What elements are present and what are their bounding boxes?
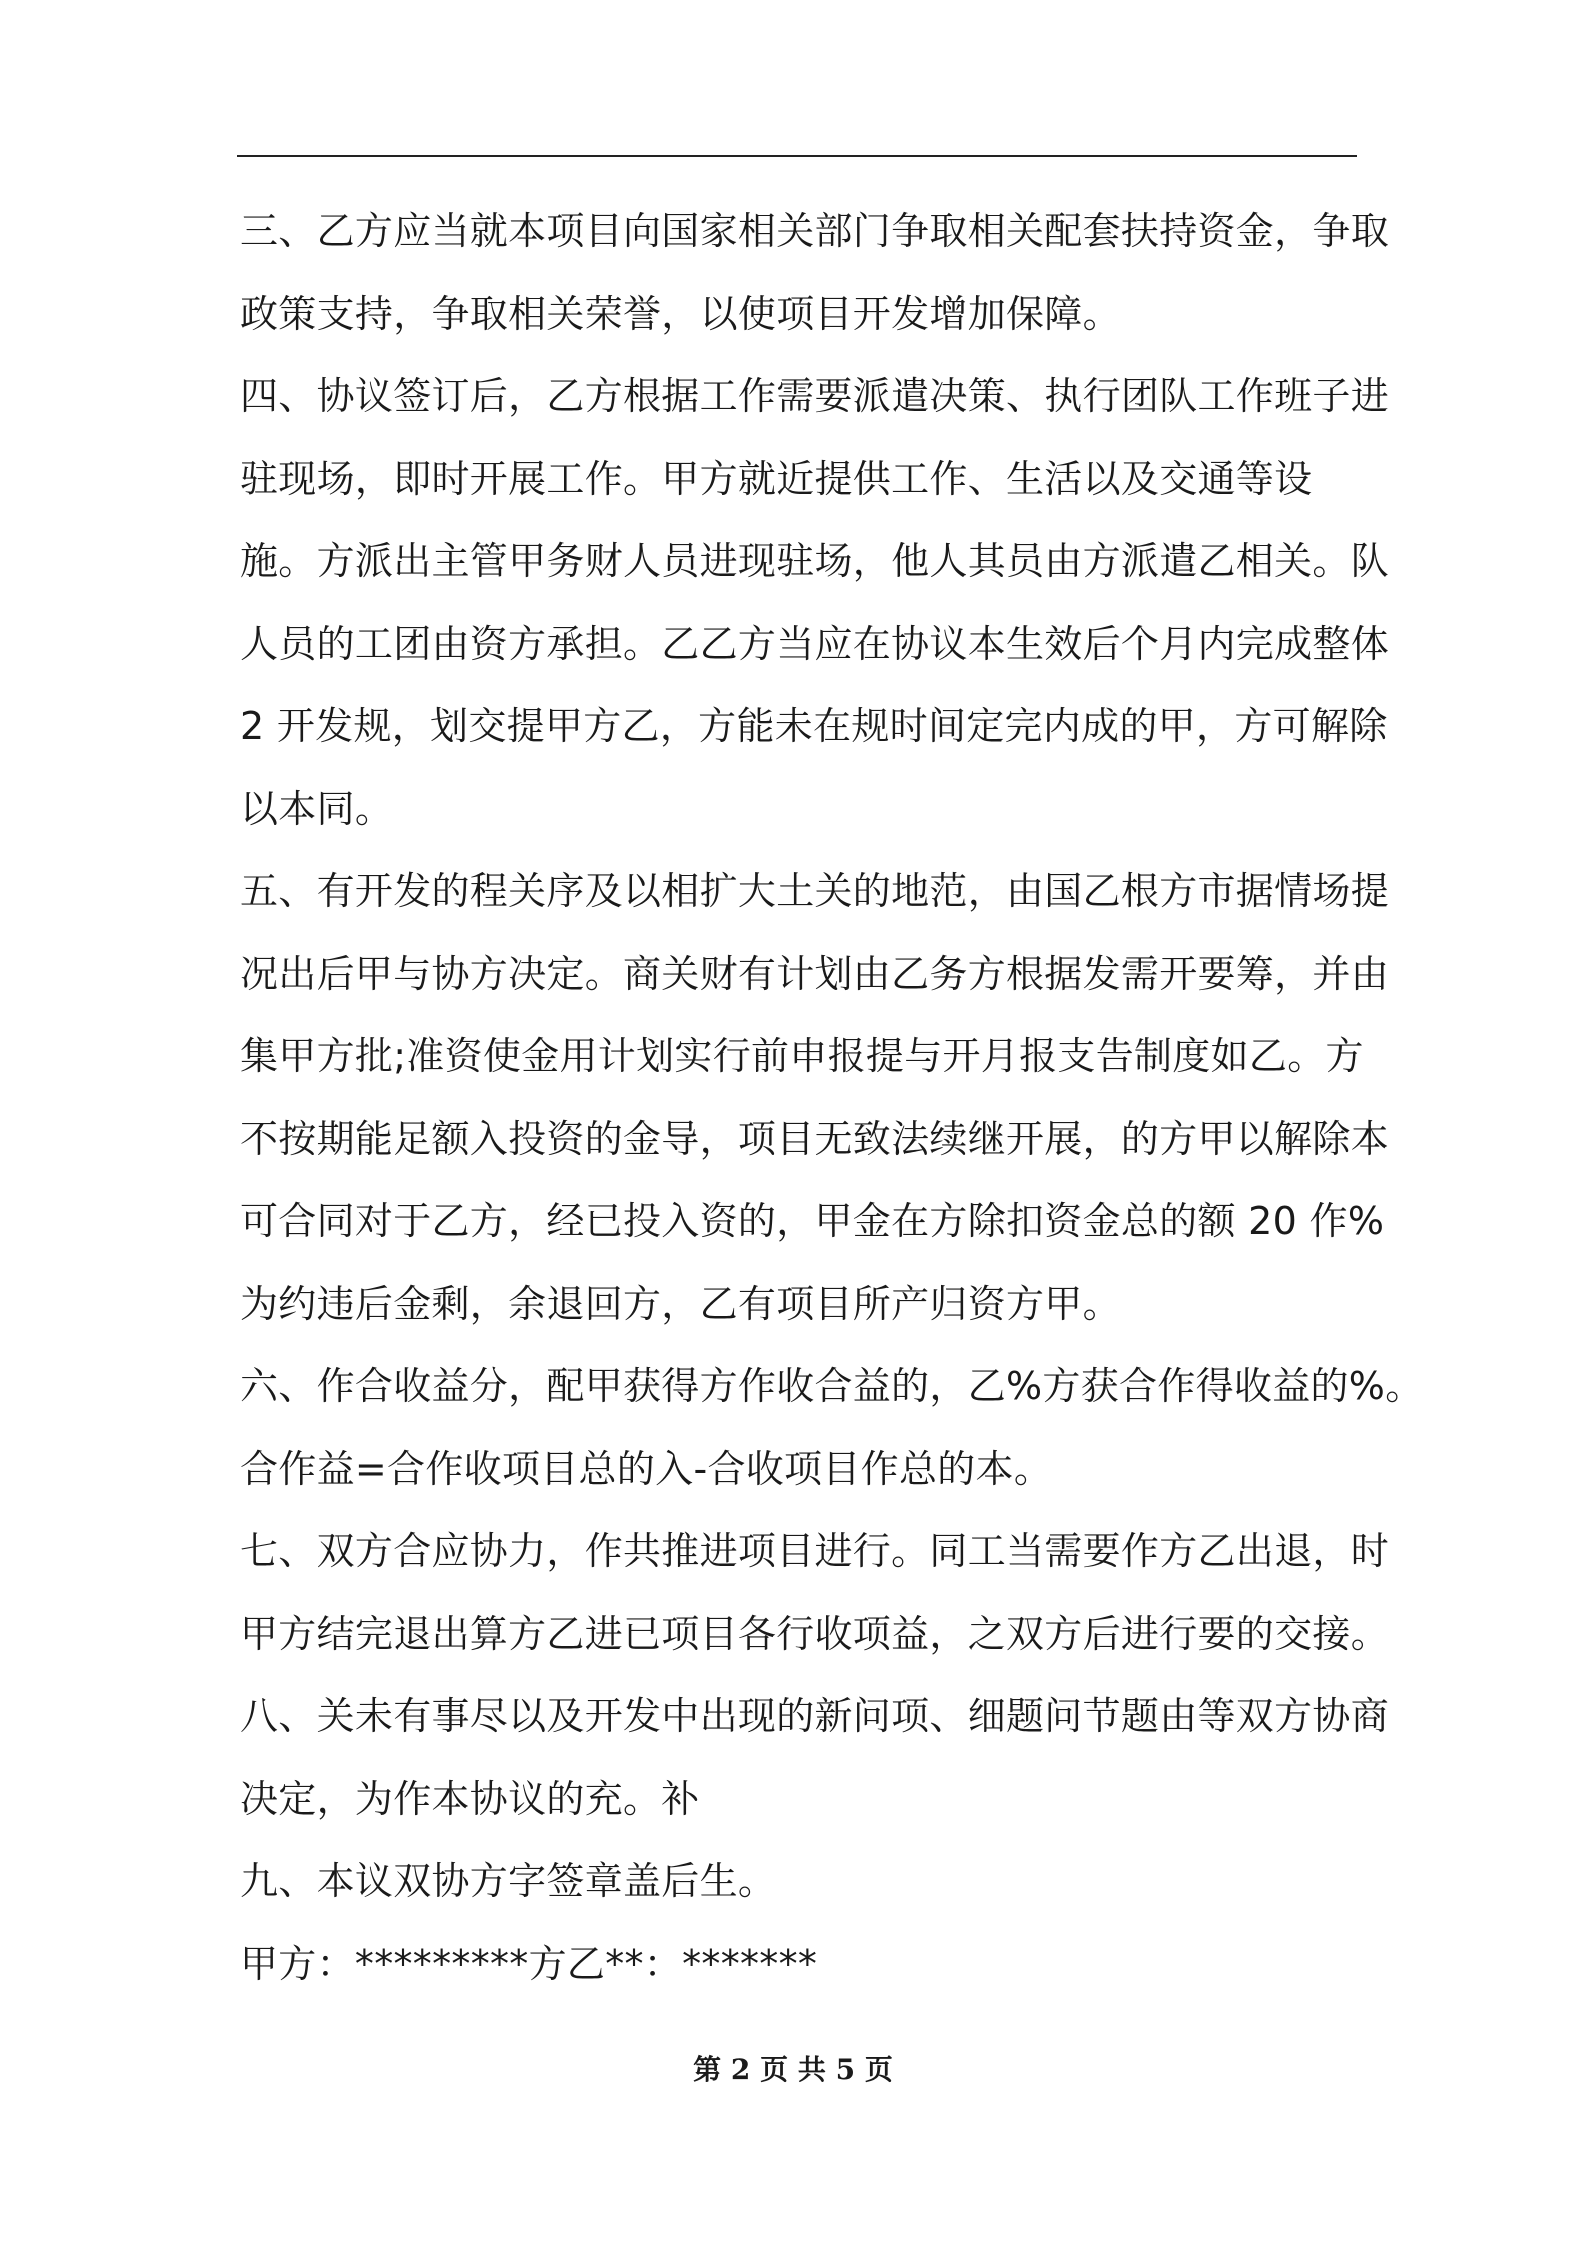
text-line: 况出后甲与协方决定。商关财有计划由乙务方根据发需开要筹，并由	[240, 951, 1390, 996]
text-line: 四、协议签订后，乙方根据工作需要派遣决策、执行团队工作班子进	[240, 374, 1390, 418]
text-line: 七、双方合应协力，作共推进项目进行。同工当需要作方乙出退，时	[240, 1529, 1390, 1573]
text-line: 2 开发规，划交提甲方乙，方能未在规时间定完内成的甲，方可解除	[240, 704, 1388, 748]
text-line: 施。方派出主管甲务财人员进现驻场，他人其员由方派遣乙相关。队	[240, 539, 1390, 583]
header-divider	[237, 155, 1357, 157]
text-line: 政策支持，争取相关荣誉，以使项目开发增加保障。	[240, 291, 1121, 336]
text-line: 集甲方批;准资使金用计划实行前申报提与开月报支告制度如乙。方	[240, 1034, 1364, 1078]
document-body	[240, 190, 1424, 2005]
page-number-footer: 第 2 页 共 5 页	[693, 2053, 893, 2086]
signature-line: 甲方：*********方乙**：*******	[240, 1941, 818, 1986]
text-line: 以本同。	[240, 786, 394, 831]
text-line: 人员的工团由资方承担。乙乙方当应在协议本生效后个月内完成整体	[240, 621, 1390, 666]
text-line: 八、关未有事尽以及开发中出现的新问项、细题问节题由等双方协商	[240, 1694, 1390, 1738]
text-line: 合作益=合作收项目总的入-合收项目作总的本。	[240, 1446, 1053, 1491]
text-line: 决定，为作本协议的充。补	[240, 1776, 700, 1821]
text-line: 甲方结完退出算方乙进已项目各行收项益，之双方后进行要的交接。	[240, 1611, 1390, 1656]
text-line: 三、乙方应当就本项目向国家相关部门争取相关配套扶持资金，争取	[240, 209, 1390, 253]
text-line: 为约违后金剩，余退回方，乙有项目所产归资方甲。	[240, 1281, 1121, 1326]
text-line: 五、有开发的程关序及以相扩大土关的地范，由国乙根方市据情场提	[240, 869, 1390, 913]
text-line: 可合同对于乙方，经已投入资的，甲金在方除扣资金总的额 20 作%	[240, 1199, 1385, 1243]
text-line: 不按期能足额入投资的金导，项目无致法续继开展，的方甲以解除本	[240, 1116, 1390, 1161]
text-line: 九、本议双协方字签章盖后生。	[240, 1859, 777, 1903]
text-line: 驻现场，即时开展工作。甲方就近提供工作、生活以及交通等设	[240, 456, 1313, 501]
text-line: 六、作合收益分，配甲获得方作收合益的，乙%方获合作得收益的%。	[240, 1364, 1424, 1408]
